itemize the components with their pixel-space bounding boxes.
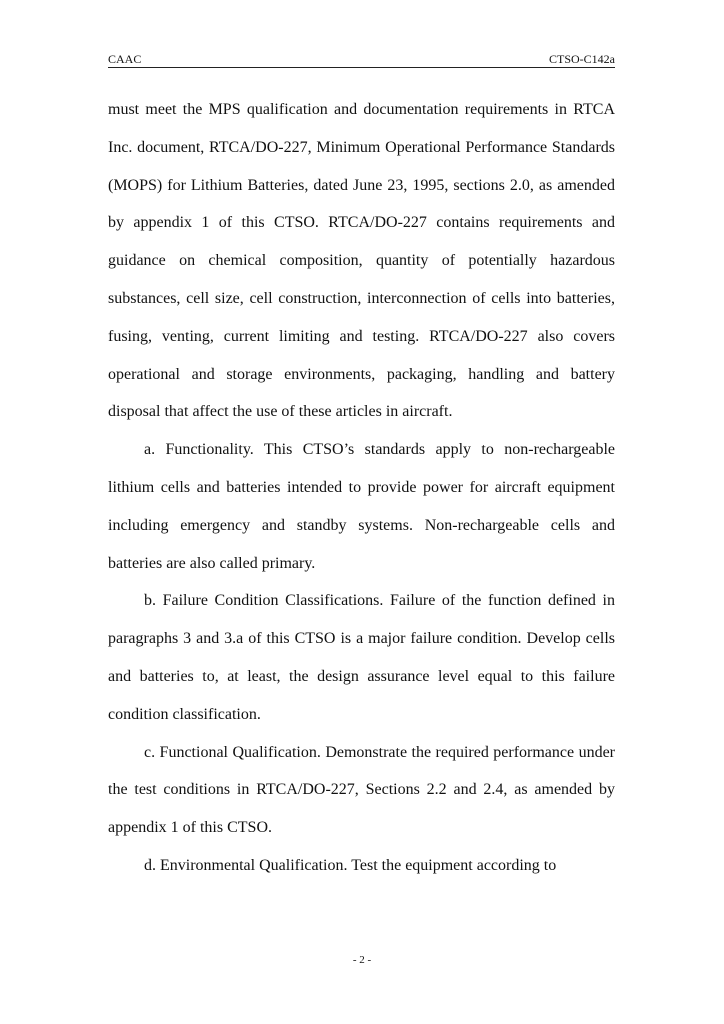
- document-body: [108, 91, 615, 885]
- header-rule: [108, 67, 615, 68]
- paragraph-failure-condition: b. Failure Condition Classifications. Failure of the function defined in paragraphs 3 and 3.a of this CTSO is a major failure condition. Develop cells and batteries to, at least, the design assurance level equal to this failure condition classification.: [108, 592, 615, 723]
- paragraph-functional-qualification: c. Functional Qualification. Demonstrate the required performance under the test conditions in RTCA/DO-227, Sections 2.2 and 2.4, as amended by appendix 1 of this CTSO.: [108, 743, 615, 837]
- paragraph-continuation: must meet the MPS qualification and documentation requirements in RTCA Inc. document, RTCA/DO-227, Minimum Operational Performance Standards (MOPS) for Lithium Batteries, dated June 23, 1995, sections 2.0, as amended by appendix 1 of this CTSO. RTCA/DO-227 contains requirements and guidance on chemical composition, quantity of potentially hazardous substances, cell size, cell construction, interconnection of cells into batteries, fusing, venting, current limiting and testing. RTCA/DO-227 also covers operational and storage environments, packaging, handling and battery disposal that affect the use of these articles in aircraft.: [108, 101, 615, 421]
- page-number: - 2 -: [352, 954, 372, 966]
- paragraph-functionality: a. Functionality. This CTSO’s standards apply to non-rechargeable lithium cells and batteries intended to provide power for aircraft equipment including emergency and standby systems. Non-rechargeable cells and batteries are also called primary.: [108, 441, 615, 572]
- header-org: CAAC: [108, 52, 142, 66]
- header-doc-id: CTSO-C142a: [549, 52, 615, 66]
- paragraph-environmental-qualification: d. Environmental Qualification. Test the equipment according to: [144, 856, 557, 874]
